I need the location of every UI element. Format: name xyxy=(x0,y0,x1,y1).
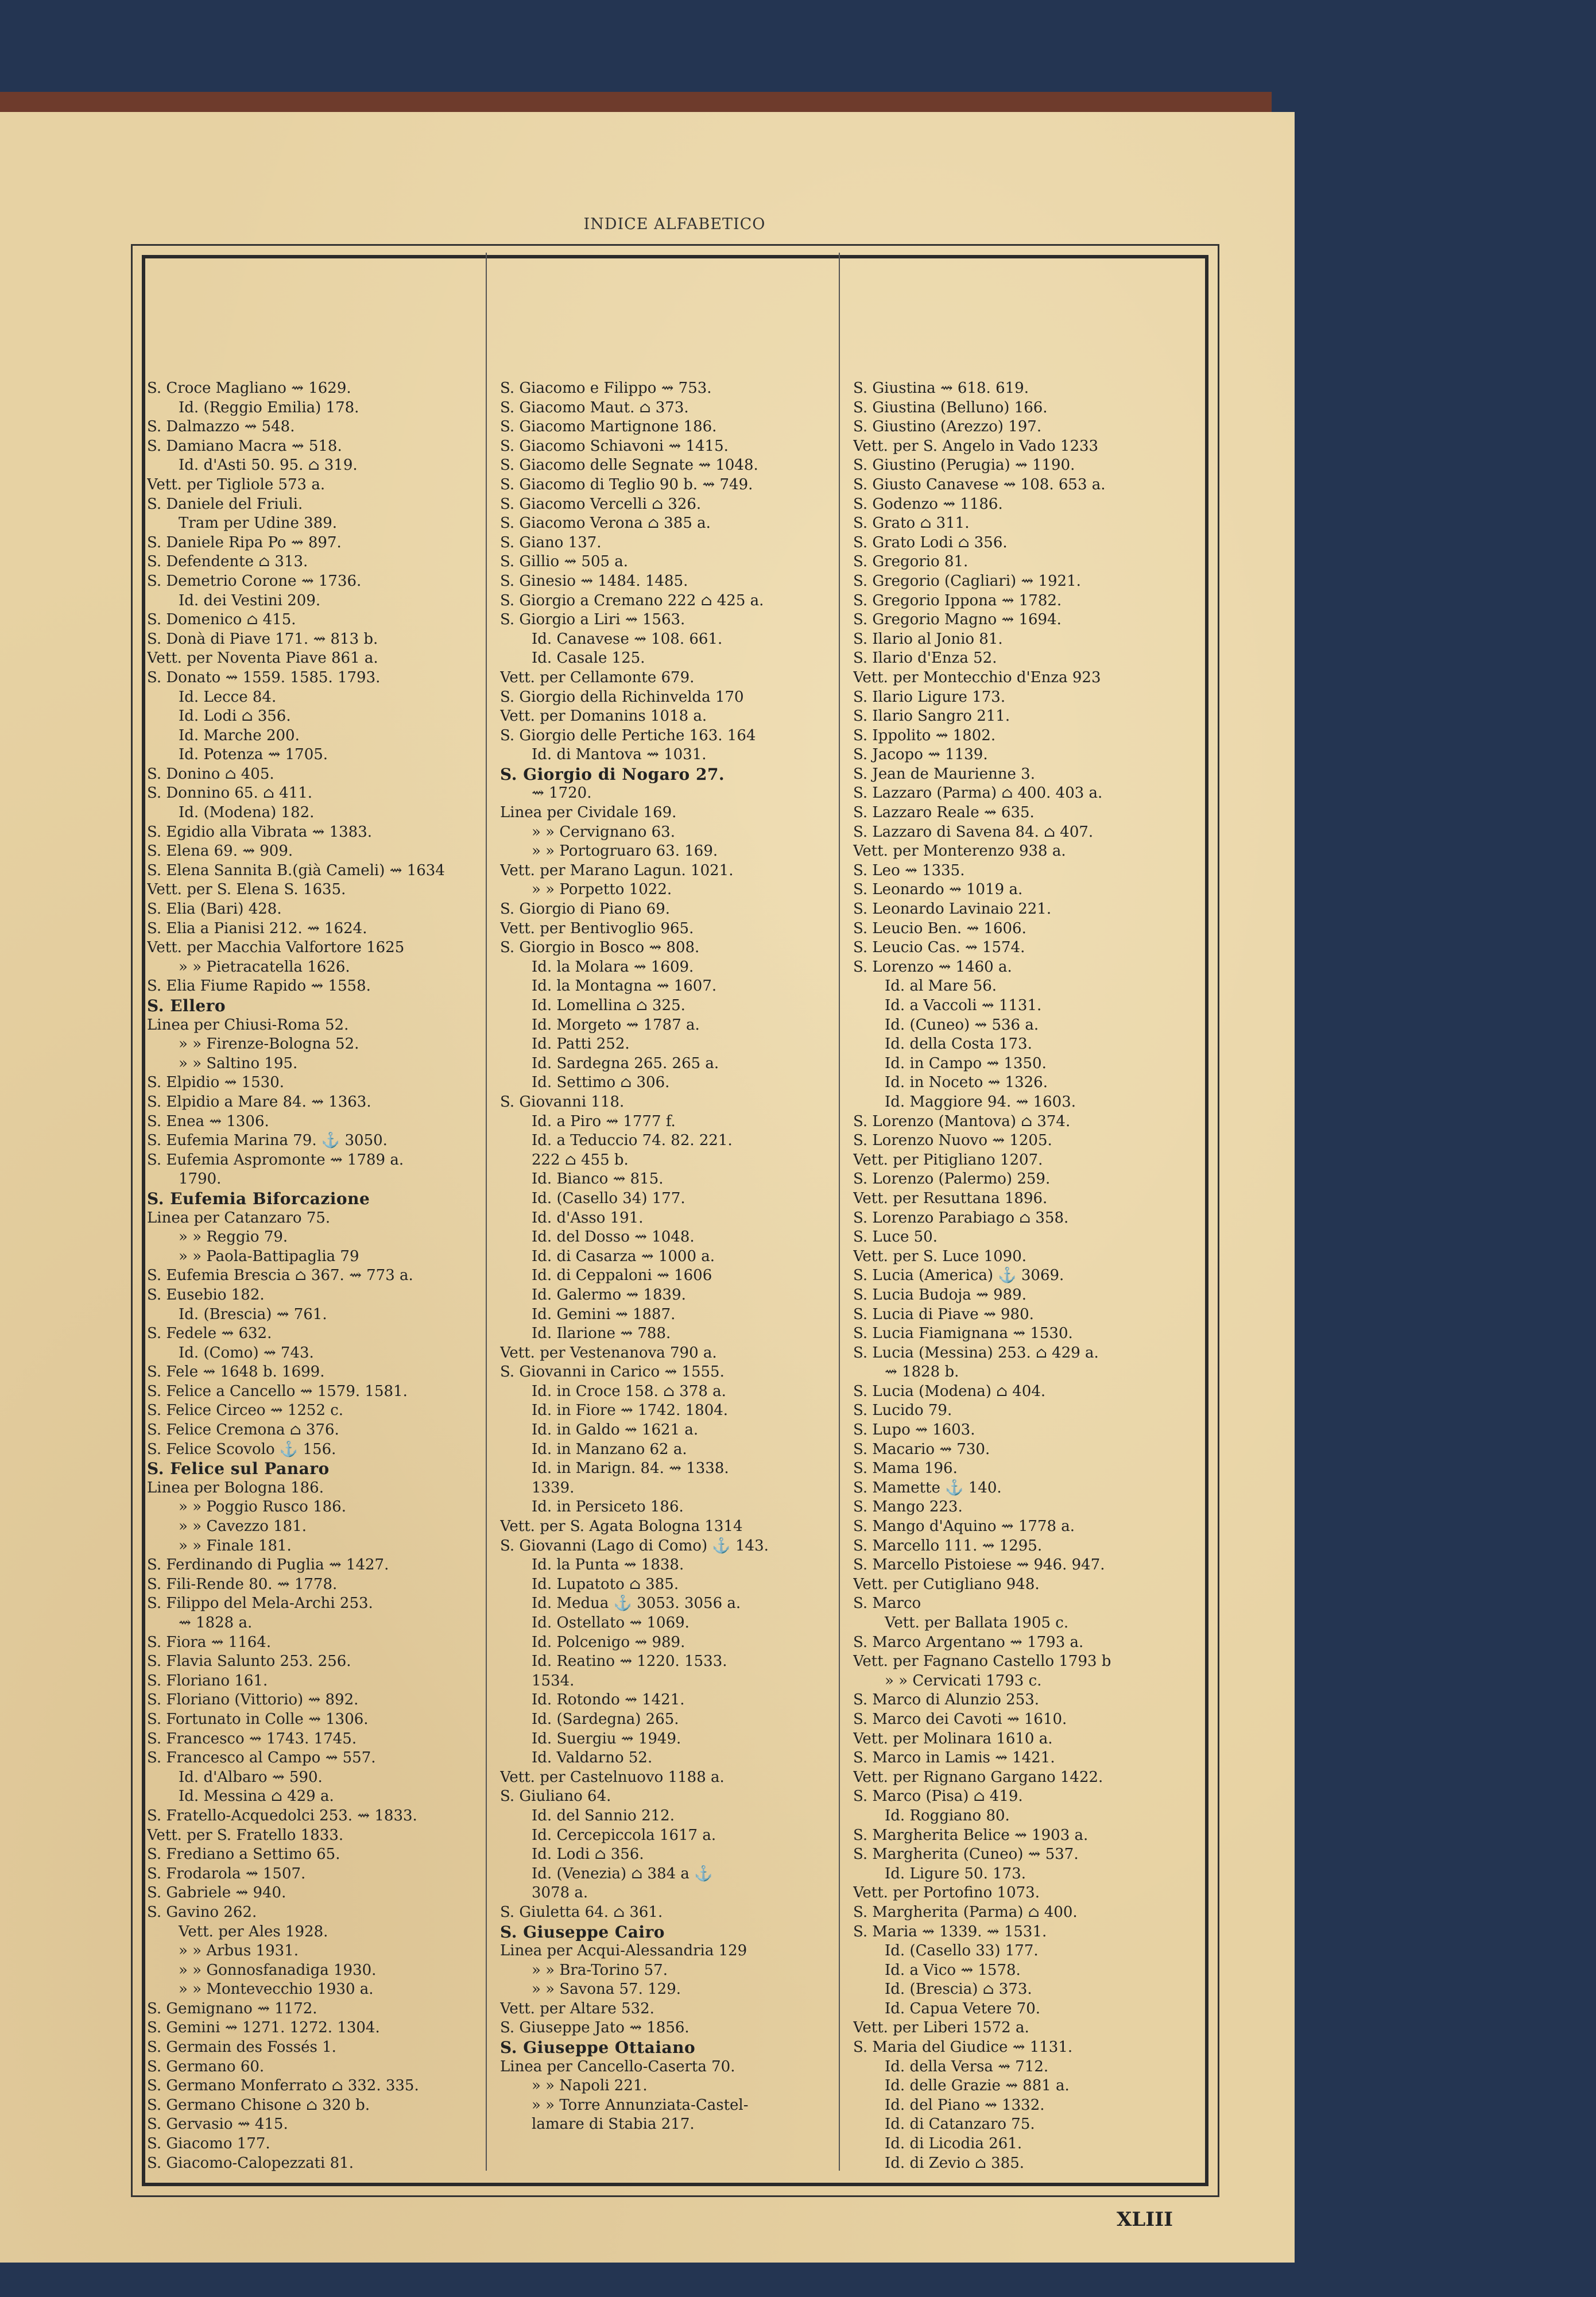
index-entry: S. Frodarola ⇝ 1507. xyxy=(147,1865,306,1882)
index-entry: S. Gervasio ⇝ 415. xyxy=(147,2116,288,2133)
index-entry: S. Fedele ⇝ 632. xyxy=(147,1325,272,1343)
index-entry: » » Cavezzo 181. xyxy=(179,1518,307,1536)
index-entry: S. Giustino (Arezzo) 197. xyxy=(853,418,1042,436)
index-entry: S. Giacomo 177. xyxy=(147,2135,270,2153)
index-entry: Id. Reatino ⇝ 1220. 1533. xyxy=(532,1653,727,1670)
index-entry: Id. in Fiore ⇝ 1742. 1804. xyxy=(532,1402,729,1420)
index-entry: Id. della Costa 173. xyxy=(885,1035,1032,1053)
index-entry: Linea per Chiusi-Roma 52. xyxy=(147,1016,349,1034)
index-entry: Id. a Piro ⇝ 1777 f. xyxy=(532,1112,676,1130)
book-page xyxy=(0,112,1295,2263)
index-entry: S. Lorenzo Parabiago ⌂ 358. xyxy=(853,1209,1069,1227)
index-entry: Id. del Dosso ⇝ 1048. xyxy=(532,1228,695,1246)
index-entry: S. Frediano a Settimo 65. xyxy=(147,1846,340,1863)
index-entry: Id. di Casarza ⇝ 1000 a. xyxy=(532,1247,715,1265)
index-entry: Linea per Catanzaro 75. xyxy=(147,1209,331,1227)
index-entry: ⇝ 1828 a. xyxy=(179,1614,253,1631)
index-entry: S. Giuseppe Cairo xyxy=(500,1922,665,1942)
index-entry: » » Poggio Rusco 186. xyxy=(179,1498,346,1516)
index-entry: Id. in Galdo ⇝ 1621 a. xyxy=(532,1421,699,1439)
index-entry: S. Giacomo e Filippo ⇝ 753. xyxy=(500,380,712,397)
index-entry: Id. in Persiceto 186. xyxy=(532,1498,684,1516)
index-column-3 xyxy=(853,379,1198,2172)
index-entry: S. Jean de Maurienne 3. xyxy=(853,765,1035,783)
index-entry: Id. la Molara ⇝ 1609. xyxy=(532,958,694,976)
index-entry: S. Lucia (America) ⚓ 3069. xyxy=(853,1267,1064,1285)
index-entry: S. Gregorio (Cagliari) ⇝ 1921. xyxy=(853,572,1081,590)
index-entry: S. Maria ⇝ 1339. ⇝ 1531. xyxy=(853,1923,1047,1940)
index-entry: Vett. per Bentivoglio 965. xyxy=(500,919,694,937)
index-entry: Id. Valdarno 52. xyxy=(532,1749,653,1767)
index-entry: Id. Lupatoto ⌂ 385. xyxy=(532,1575,679,1593)
index-entry: S. Lupo ⇝ 1603. xyxy=(853,1421,975,1439)
index-entry: Linea per Bologna 186. xyxy=(147,1479,324,1496)
index-entry: S. Giovanni (Lago di Como) ⚓ 143. xyxy=(500,1537,769,1554)
index-entry: Id. Patti 252. xyxy=(532,1035,630,1053)
index-entry: S. Giorgio di Piano 69. xyxy=(500,900,671,918)
index-entry: S. Giacomo di Teglio 90 b. ⇝ 749. xyxy=(500,475,753,493)
index-entry: Vett. per Castelnuovo 1188 a. xyxy=(500,1768,725,1786)
index-entry: Id. la Punta ⇝ 1838. xyxy=(532,1556,684,1574)
index-entry: S. Donnino 65. ⌂ 411. xyxy=(147,784,313,802)
index-entry: S. Daniele del Friuli. xyxy=(147,495,303,513)
index-entry: 3078 a. xyxy=(532,1884,588,1902)
index-entry: 222 ⌂ 455 b. xyxy=(532,1151,629,1169)
index-entry: S. Felice Circeo ⇝ 1252 c. xyxy=(147,1402,344,1420)
index-entry: S. Ellero xyxy=(147,996,226,1015)
index-entry: Id. di Catanzaro 75. xyxy=(885,2116,1035,2133)
index-entry: Id. di Mantova ⇝ 1031. xyxy=(532,746,707,764)
index-entry: Vett. per Marano Lagun. 1021. xyxy=(500,861,734,879)
index-entry: S. Demetrio Corone ⇝ 1736. xyxy=(147,572,362,590)
index-entry: S. Marco Argentano ⇝ 1793 a. xyxy=(853,1633,1084,1651)
index-entry: S. Marco di Alunzio 253. xyxy=(853,1691,1040,1709)
page-number: XLIII xyxy=(1117,2208,1173,2231)
index-entry: S. Lorenzo (Mantova) ⌂ 374. xyxy=(853,1112,1071,1130)
index-entry: S. Leucio Ben. ⇝ 1606. xyxy=(853,919,1026,937)
index-entry: S. Egidio alla Vibrata ⇝ 1383. xyxy=(147,823,373,841)
index-entry: Vett. per S. Angelo in Vado 1233 xyxy=(853,437,1099,455)
index-entry: » » Saltino 195. xyxy=(179,1054,298,1072)
index-entry: S. Grato ⌂ 311. xyxy=(853,515,970,532)
index-entry: Vett. per Tigliole 573 a. xyxy=(147,475,326,493)
index-entry: » » Bra-Torino 57. xyxy=(532,1961,668,1979)
index-entry: S. Felice Cremona ⌂ 376. xyxy=(147,1421,339,1439)
index-entry: S. Godenzo ⇝ 1186. xyxy=(853,495,1003,513)
index-entry: Id. in Noceto ⇝ 1326. xyxy=(885,1074,1048,1092)
index-entry: S. Eufemia Brescia ⌂ 367. ⇝ 773 a. xyxy=(147,1267,413,1285)
index-entry: Id. Medua ⚓ 3053. 3056 a. xyxy=(532,1595,741,1612)
index-entry: Id. Ostellato ⇝ 1069. xyxy=(532,1614,689,1631)
index-entry: Vett. per S. Fratello 1833. xyxy=(147,1826,344,1844)
index-entry: S. Mamette ⚓ 140. xyxy=(853,1479,1002,1496)
index-entry: S. Margherita (Cuneo) ⇝ 537. xyxy=(853,1846,1079,1863)
index-column-1 xyxy=(147,379,491,2172)
index-entry: Id. Morgeto ⇝ 1787 a. xyxy=(532,1016,700,1034)
index-entry: Vett. per Ales 1928. xyxy=(179,1923,328,1940)
index-entry: S. Elia a Pianisi 212. ⇝ 1624. xyxy=(147,919,367,937)
index-entry: Vett. per Resuttana 1896. xyxy=(853,1189,1048,1207)
index-entry: S. Felice sul Panaro xyxy=(147,1459,330,1479)
index-entry: S. Giuletta 64. ⌂ 361. xyxy=(500,1903,663,1921)
index-entry: S. Francesco ⇝ 1743. 1745. xyxy=(147,1730,357,1747)
index-entry: lamare di Stabia 217. xyxy=(532,2116,695,2133)
index-entry: S. Giusto Canavese ⇝ 108. 653 a. xyxy=(853,475,1106,493)
index-entry: Id. in Marign. 84. ⇝ 1338. xyxy=(532,1460,729,1478)
index-entry: » » Cervignano 63. xyxy=(532,823,675,841)
index-entry: » » Portogruaro 63. 169. xyxy=(532,842,718,860)
index-entry: S. Giovanni 118. xyxy=(500,1093,625,1111)
index-entry: S. Floriano (Vittorio) ⇝ 892. xyxy=(147,1691,359,1709)
index-entry: S. Gavino 262. xyxy=(147,1903,257,1921)
index-entry: S. Gabriele ⇝ 940. xyxy=(147,1884,286,1902)
index-entry: S. Lucia (Messina) 253. ⌂ 429 a. xyxy=(853,1344,1099,1362)
index-entry: S. Gregorio Ippona ⇝ 1782. xyxy=(853,591,1062,609)
index-entry: Id. (Casello 33) 177. xyxy=(885,1942,1039,1960)
index-entry: S. Daniele Ripa Po ⇝ 897. xyxy=(147,533,342,551)
index-entry: Id. la Montagna ⇝ 1607. xyxy=(532,977,717,995)
index-entry: Vett. per Monterenzo 938 a. xyxy=(853,842,1066,860)
index-entry: Id. (Cuneo) ⇝ 536 a. xyxy=(885,1016,1039,1034)
index-entry: S. Gemignano ⇝ 1172. xyxy=(147,2000,317,2017)
index-entry: S. Giorgio della Richinvelda 170 xyxy=(500,688,744,706)
index-entry: S. Mango d'Aquino ⇝ 1778 a. xyxy=(853,1518,1075,1536)
index-entry: Id. Marche 200. xyxy=(179,726,300,744)
index-entry: S. Giorgio a Cremano 222 ⌂ 425 a. xyxy=(500,591,764,609)
index-entry: S. Fiora ⇝ 1164. xyxy=(147,1633,272,1651)
index-entry: Id. Lecce 84. xyxy=(179,688,277,706)
index-entry: 1790. xyxy=(179,1170,222,1188)
index-entry: S. Donino ⌂ 405. xyxy=(147,765,274,783)
index-entry: S. Giustina ⇝ 618. 619. xyxy=(853,380,1029,397)
index-entry: S. Margherita Belice ⇝ 1903 a. xyxy=(853,1826,1088,1844)
index-entry: » » Arbus 1931. xyxy=(179,1942,299,1960)
index-entry: S. Gillio ⇝ 505 a. xyxy=(500,553,629,571)
index-entry: S. Croce Magliano ⇝ 1629. xyxy=(147,380,351,397)
index-entry: Id. (Modena) 182. xyxy=(179,804,315,822)
index-entry: Id. Roggiano 80. xyxy=(885,1807,1010,1824)
index-entry: Id. Cercepiccola 1617 a. xyxy=(532,1826,716,1844)
index-entry: S. Lucia (Modena) ⌂ 404. xyxy=(853,1382,1046,1400)
index-entry: Id. Ilarione ⇝ 788. xyxy=(532,1325,671,1343)
index-entry: Id. d'Asti 50. 95. ⌂ 319. xyxy=(179,457,358,474)
index-entry: S. Donà di Piave 171. ⇝ 813 b. xyxy=(147,630,378,648)
index-entry: S. Francesco al Campo ⇝ 557. xyxy=(147,1749,376,1767)
index-entry: S. Marco dei Cavoti ⇝ 1610. xyxy=(853,1710,1067,1728)
index-entry: Vett. per Ballata 1905 c. xyxy=(885,1614,1069,1631)
index-entry: S. Macario ⇝ 730. xyxy=(853,1440,990,1458)
index-entry: S. Jacopo ⇝ 1139. xyxy=(853,746,988,764)
index-entry: » » Finale 181. xyxy=(179,1537,292,1554)
index-entry: Id. del Piano ⇝ 1332. xyxy=(885,2096,1045,2114)
index-entry: Id. Sardegna 265. 265 a. xyxy=(532,1054,719,1072)
index-entry: S. Giacomo Verona ⌂ 385 a. xyxy=(500,515,711,532)
index-entry: Id. (Brescia) ⇝ 761. xyxy=(179,1305,327,1323)
index-entry: Vett. per Fagnano Castello 1793 b xyxy=(853,1653,1111,1670)
index-entry: S. Maria del Giudice ⇝ 1131. xyxy=(853,2039,1073,2056)
index-entry: S. Giovanni in Carico ⇝ 1555. xyxy=(500,1363,725,1381)
index-entry: » » Pietracatella 1626. xyxy=(179,958,350,976)
index-entry: Id. Rotondo ⇝ 1421. xyxy=(532,1691,685,1709)
index-entry: S. Ilario Ligure 173. xyxy=(853,688,1006,706)
index-entry: S. Margherita (Parma) ⌂ 400. xyxy=(853,1903,1078,1921)
index-entry: S. Grato Lodi ⌂ 356. xyxy=(853,533,1008,551)
index-entry: S. Elia Fiume Rapido ⇝ 1558. xyxy=(147,977,371,995)
index-entry: Id. Suergiu ⇝ 1949. xyxy=(532,1730,681,1747)
index-entry: S. Flavia Salunto 253. 256. xyxy=(147,1653,351,1670)
index-entry: Vett. per Molinara 1610 a. xyxy=(853,1730,1053,1747)
index-entry: S. Lucido 79. xyxy=(853,1402,952,1420)
index-entry: Id. (Sardegna) 265. xyxy=(532,1710,679,1728)
index-entry: S. Elena 69. ⇝ 909. xyxy=(147,842,293,860)
index-entry: Id. delle Grazie ⇝ 881 a. xyxy=(885,2077,1070,2095)
index-entry: ⇝ 1720. xyxy=(532,784,592,802)
index-entry: Id. Gemini ⇝ 1887. xyxy=(532,1305,676,1323)
index-entry: S. Dalmazzo ⇝ 548. xyxy=(147,418,295,436)
index-entry: S. Lucia Budoja ⇝ 989. xyxy=(853,1286,1026,1304)
index-entry: S. Giuliano 64. xyxy=(500,1788,611,1805)
index-entry: Id. Capua Vetere 70. xyxy=(885,2000,1041,2017)
index-entry: Id. a Vico ⇝ 1578. xyxy=(885,1961,1021,1979)
index-entry: Id. Messina ⌂ 429 a. xyxy=(179,1788,334,1805)
index-entry: Id. a Teduccio 74. 82. 221. xyxy=(532,1132,733,1150)
index-entry: Id. Ligure 50. 173. xyxy=(885,1865,1026,1882)
index-entry: S. Gemini ⇝ 1271. 1272. 1304. xyxy=(147,2019,380,2037)
running-head: INDICE ALFABETICO xyxy=(583,215,766,233)
index-entry: S. Elia (Bari) 428. xyxy=(147,900,282,918)
index-entry: S. Ilario Sangro 211. xyxy=(853,707,1010,725)
index-entry: Id. Maggiore 94. ⇝ 1603. xyxy=(885,1093,1076,1111)
index-entry: Id. Bianco ⇝ 815. xyxy=(532,1170,664,1188)
index-entry: » » Reggio 79. xyxy=(179,1228,288,1246)
index-entry: Vett. per Montecchio d'Enza 923 xyxy=(853,668,1101,686)
index-entry: S. Ilario d'Enza 52. xyxy=(853,649,997,667)
index-entry: Id. Canavese ⇝ 108. 661. xyxy=(532,630,723,648)
index-entry: S. Eufemia Marina 79. ⚓ 3050. xyxy=(147,1132,388,1150)
index-entry: ⇝ 1828 b. xyxy=(885,1363,959,1381)
index-entry: S. Lucia Fiamignana ⇝ 1530. xyxy=(853,1325,1073,1343)
index-column-2 xyxy=(500,379,845,2159)
index-entry: S. Lucia di Piave ⇝ 980. xyxy=(853,1305,1034,1323)
index-entry: Id. dei Vestini 209. xyxy=(179,591,321,609)
index-entry: S. Ippolito ⇝ 1802. xyxy=(853,726,996,744)
index-entry: » » Porpetto 1022. xyxy=(532,881,672,899)
index-entry: Id. di Ceppaloni ⇝ 1606 xyxy=(532,1267,712,1285)
index-entry: Vett. per Noventa Piave 861 a. xyxy=(147,649,378,667)
index-entry: S. Gregorio 81. xyxy=(853,553,969,571)
index-entry: S. Lazzaro Reale ⇝ 635. xyxy=(853,804,1035,822)
index-entry: » » Paola-Battipaglia 79 xyxy=(179,1247,359,1265)
index-entry: S. Leonardo ⇝ 1019 a. xyxy=(853,881,1023,899)
index-entry: S. Eufemia Biforcazione xyxy=(147,1189,370,1208)
index-entry: Id. Lomellina ⌂ 325. xyxy=(532,997,685,1014)
index-frame xyxy=(131,244,1219,2197)
index-entry: S. Donato ⇝ 1559. 1585. 1793. xyxy=(147,668,381,686)
index-entry: » » Cervicati 1793 c. xyxy=(885,1672,1042,1689)
index-entry: Id. Casale 125. xyxy=(532,649,645,667)
index-entry: Vett. per Vestenanova 790 a. xyxy=(500,1344,717,1362)
index-entry: S. Giorgio di Nogaro 27. xyxy=(500,764,725,784)
index-entry: 1339. xyxy=(532,1479,575,1496)
index-entry: Id. Galermo ⇝ 1839. xyxy=(532,1286,686,1304)
index-entry: S. Lazzaro di Savena 84. ⌂ 407. xyxy=(853,823,1094,841)
index-entry: S. Lorenzo (Palermo) 259. xyxy=(853,1170,1051,1188)
index-entry: S. Felice Scovolo ⚓ 156. xyxy=(147,1440,336,1458)
index-entry: » » Gonnosfanadiga 1930. xyxy=(179,1961,377,1979)
index-entry: S. Fratello-Acquedolci 253. ⇝ 1833. xyxy=(147,1807,417,1824)
index-entry: S. Felice a Cancello ⇝ 1579. 1581. xyxy=(147,1382,408,1400)
index-entry: S. Fortunato in Colle ⇝ 1306. xyxy=(147,1710,369,1728)
index-entry: S. Giacomo Maut. ⌂ 373. xyxy=(500,399,689,416)
index-entry: » » Savona 57. 129. xyxy=(532,1981,681,1998)
index-entry: Id. in Manzano 62 a. xyxy=(532,1440,687,1458)
index-entry: S. Marcello Pistoiese ⇝ 946. 947. xyxy=(853,1556,1105,1574)
index-entry: S. Giacomo-Calopezzati 81. xyxy=(147,2154,354,2172)
index-entry: Id. Potenza ⇝ 1705. xyxy=(179,746,328,764)
index-entry: S. Defendente ⌂ 313. xyxy=(147,553,308,571)
index-entry: S. Fele ⇝ 1648 b. 1699. xyxy=(147,1363,325,1381)
index-entry: S. Mango 223. xyxy=(853,1498,963,1516)
index-entry: S. Giustina (Belluno) 166. xyxy=(853,399,1048,416)
index-entry: S. Giacomo Martignone 186. xyxy=(500,418,717,436)
index-entry: S. Filippo del Mela-Archi 253. xyxy=(147,1595,373,1612)
index-entry: Id. a Vaccoli ⇝ 1131. xyxy=(885,997,1042,1014)
index-entry: Id. (Como) ⇝ 743. xyxy=(179,1344,314,1362)
index-entry: S. Leo ⇝ 1335. xyxy=(853,861,965,879)
index-entry: S. Germain des Fossés 1. xyxy=(147,2039,336,2056)
index-entry: S. Giuseppe Jato ⇝ 1856. xyxy=(500,2019,689,2037)
index-entry: S. Marco (Pisa) ⌂ 419. xyxy=(853,1788,1023,1805)
index-entry: Id. (Brescia) ⌂ 373. xyxy=(885,1981,1032,1998)
index-entry: Id. (Reggio Emilia) 178. xyxy=(179,399,359,416)
index-entry: S. Giano 137. xyxy=(500,533,602,551)
index-entry: S. Germano 60. xyxy=(147,2058,265,2075)
index-entry: Vett. per Pitigliano 1207. xyxy=(853,1151,1043,1169)
index-entry: Vett. per Liberi 1572 a. xyxy=(853,2019,1029,2037)
index-entry: S. Lorenzo Nuovo ⇝ 1205. xyxy=(853,1132,1052,1150)
index-entry: S. Elpidio ⇝ 1530. xyxy=(147,1074,285,1092)
index-entry: Vett. per Domanins 1018 a. xyxy=(500,707,707,725)
index-entry: » » Torre Annunziata-Castel- xyxy=(532,2096,749,2114)
index-entry: Vett. per Cutigliano 948. xyxy=(853,1575,1040,1593)
index-entry: Id. in Campo ⇝ 1350. xyxy=(885,1054,1047,1072)
index-entry: S. Lazzaro (Parma) ⌂ 400. 403 a. xyxy=(853,784,1103,802)
index-entry: Id. in Croce 158. ⌂ 378 a. xyxy=(532,1382,726,1400)
index-entry: S. Marcello 111. ⇝ 1295. xyxy=(853,1537,1043,1554)
index-entry: S. Gregorio Magno ⇝ 1694. xyxy=(853,611,1062,629)
index-entry: Vett. per Rignano Gargano 1422. xyxy=(853,1768,1103,1786)
index-entry: Id. d'Albaro ⇝ 590. xyxy=(179,1768,323,1786)
index-entry: S. Giuseppe Ottaiano xyxy=(500,2038,696,2058)
index-entry: S. Luce 50. xyxy=(853,1228,938,1246)
index-entry: Vett. per Portofino 1073. xyxy=(853,1884,1040,1902)
index-entry: S. Marco xyxy=(853,1595,921,1612)
index-entry: S. Ginesio ⇝ 1484. 1485. xyxy=(500,572,688,590)
index-entry: S. Ferdinando di Puglia ⇝ 1427. xyxy=(147,1556,389,1574)
index-entry: Linea per Acqui-Alessandria 129 xyxy=(500,1942,747,1960)
index-entry: S. Giorgio delle Pertiche 163. 164 xyxy=(500,726,756,744)
index-entry: Vett. per Cellamonte 679. xyxy=(500,668,695,686)
index-entry: Vett. per S. Agata Bologna 1314 xyxy=(500,1518,743,1536)
index-entry: Id. d'Asso 191. xyxy=(532,1209,644,1227)
index-entry: Id. di Zevio ⌂ 385. xyxy=(885,2154,1025,2172)
index-entry: S. Germano Monferrato ⌂ 332. 335. xyxy=(147,2077,419,2095)
index-entry: S. Giorgio a Liri ⇝ 1563. xyxy=(500,611,685,629)
index-entry: S. Giacomo Vercelli ⌂ 326. xyxy=(500,495,702,513)
index-entry: S. Fili-Rende 80. ⇝ 1778. xyxy=(147,1575,338,1593)
index-entry: Vett. per Macchia Valfortore 1625 xyxy=(147,939,405,957)
index-entry: Id. (Venezia) ⌂ 384 a ⚓ xyxy=(532,1865,713,1882)
index-entry: S. Eusebio 182. xyxy=(147,1286,265,1304)
index-entry: S. Elena Sannita B.(già Cameli) ⇝ 1634 xyxy=(147,861,445,879)
index-entry: Tram per Udine 389. xyxy=(179,515,338,532)
index-entry: Id. Settimo ⌂ 306. xyxy=(532,1074,670,1092)
index-entry: Id. del Sannio 212. xyxy=(532,1807,675,1824)
index-entry: S. Giustino (Perugia) ⇝ 1190. xyxy=(853,457,1075,474)
index-entry: Id. Lodi ⌂ 356. xyxy=(532,1846,644,1863)
index-entry: Linea per Cancello-Caserta 70. xyxy=(500,2058,735,2075)
index-entry: Vett. per S. Luce 1090. xyxy=(853,1247,1026,1265)
index-entry: Id. Lodi ⌂ 356. xyxy=(179,707,291,725)
index-entry: Id. Polcenigo ⇝ 989. xyxy=(532,1633,685,1651)
index-entry: S. Eufemia Aspromonte ⇝ 1789 a. xyxy=(147,1151,404,1169)
index-entry: Id. di Licodia 261. xyxy=(885,2135,1022,2153)
index-entry: S. Domenico ⌂ 415. xyxy=(147,611,296,629)
index-entry: Id. della Versa ⇝ 712. xyxy=(885,2058,1049,2075)
index-entry: S. Lorenzo ⇝ 1460 a. xyxy=(853,958,1012,976)
index-entry: S. Floriano 161. xyxy=(147,1672,268,1689)
index-entry: S. Giacomo Schiavoni ⇝ 1415. xyxy=(500,437,729,455)
index-entry: S. Damiano Macra ⇝ 518. xyxy=(147,437,342,455)
index-entry: Linea per Cividale 169. xyxy=(500,804,677,822)
index-entry: S. Elpidio a Mare 84. ⇝ 1363. xyxy=(147,1093,371,1111)
index-entry: 1534. xyxy=(532,1672,575,1689)
index-entry: S. Germano Chisone ⌂ 320 b. xyxy=(147,2096,370,2114)
index-entry: Vett. per S. Elena S. 1635. xyxy=(147,881,346,899)
index-entry: S. Giacomo delle Segnate ⇝ 1048. xyxy=(500,457,758,474)
index-entry: S. Mama 196. xyxy=(853,1460,958,1478)
index-entry: » » Montevecchio 1930 a. xyxy=(179,1981,374,1998)
index-entry: S. Leonardo Lavinaio 221. xyxy=(853,900,1052,918)
index-entry: » » Firenze-Bologna 52. xyxy=(179,1035,359,1053)
index-entry: S. Enea ⇝ 1306. xyxy=(147,1112,269,1130)
index-entry: S. Leucio Cas. ⇝ 1574. xyxy=(853,939,1025,957)
index-entry: S. Giorgio in Bosco ⇝ 808. xyxy=(500,939,700,957)
index-entry: Id. al Mare 56. xyxy=(885,977,997,995)
index-entry: Id. (Casello 34) 177. xyxy=(532,1189,685,1207)
index-entry: S. Ilario al Jonio 81. xyxy=(853,630,1003,648)
index-entry: » » Napoli 221. xyxy=(532,2077,648,2095)
index-entry: S. Marco in Lamis ⇝ 1421. xyxy=(853,1749,1055,1767)
index-entry: Vett. per Altare 532. xyxy=(500,2000,654,2017)
